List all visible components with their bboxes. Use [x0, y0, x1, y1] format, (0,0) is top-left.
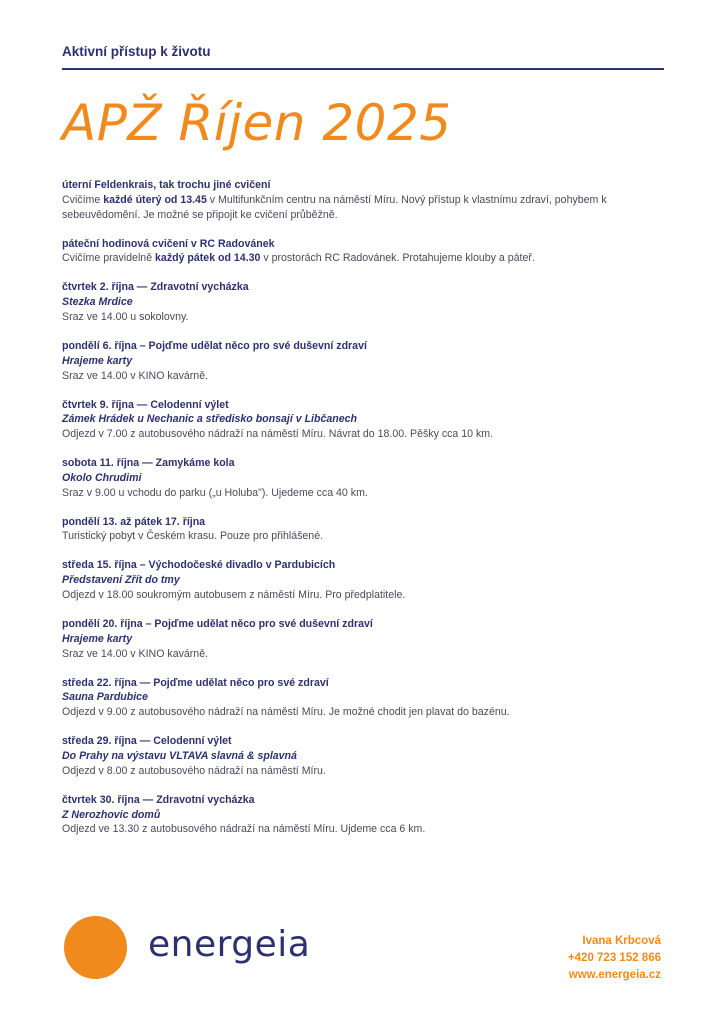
event-subtitle: Stezka Mrdice [62, 296, 133, 309]
event-heading: středa 29. října — Celodenní výlet [62, 735, 232, 748]
event-item [62, 178, 662, 222]
event-heading: středa 22. října — Pojďme udělat něco pro své zdraví [62, 676, 329, 689]
event-subtitle: Hrajeme karty [62, 354, 133, 367]
event-item [62, 676, 662, 720]
event-item [62, 398, 662, 442]
event-text: Sraz v 9.00 u vchodu do parku („u Holuba"). Ujedeme cca 40 km. [62, 486, 368, 499]
event-heading: čtvrtek 30. října — Zdravotní vycházka [62, 793, 255, 806]
event-heading: pondělí 13. až pátek 17. října [62, 515, 206, 528]
event-text: Odjezd v 8.00 z autobusového nádraží na náměstí Míru. [62, 764, 326, 777]
event-subtitle: Zámek Hrádek u Nechanic a středisko bonsají v Libčanech [62, 413, 357, 426]
event-time-highlight: každé úterý od 13.45 [103, 193, 207, 206]
event-item [62, 515, 662, 545]
event-text: Cvičíme každé úterý od 13.45 v Multifunkčním centru na náměstí Míru. Nový přístup k vlastnímu zdraví, pohybem k sebeuvědomění. Je možné se připojit ke cvičení průběžně. [62, 193, 607, 221]
event-subtitle: Okolo Chrudimi [62, 471, 142, 484]
event-list [62, 178, 662, 851]
event-heading: pondělí 20. října – Pojďme udělat něco pro své duševní zdraví [62, 618, 373, 631]
contact-name: Ivana Krbcová [582, 935, 661, 947]
contact-block [568, 933, 661, 984]
event-heading: středa 15. října – Východočeské divadlo v Pardubicích [62, 559, 336, 572]
contact-phone: +420 723 152 866 [567, 952, 661, 964]
header-divider [62, 68, 664, 70]
event-item [62, 237, 662, 267]
event-text: Odjezd ve 13.30 z autobusového nádraží na náměstí Míru. Ujdeme cca 6 km. [62, 823, 426, 836]
event-item [62, 558, 662, 602]
event-text: Sraz ve 14.00 v KINO kavárně. [62, 369, 209, 382]
event-heading: čtvrtek 2. října — Zdravotní vycházka [62, 281, 249, 294]
event-heading: pondělí 6. října – Pojďme udělat něco pro své duševní zdraví [62, 339, 367, 352]
event-time-highlight: každý pátek od 14.30 [155, 252, 261, 265]
event-text: Odjezd v 18.00 soukromým autobusem z náměstí Míru. Pro předplatitele. [62, 589, 406, 602]
event-item [62, 734, 662, 778]
event-text: Odjezd v 7.00 z autobusového nádraží na náměstí Míru. Návrat do 18.00. Pěšky cca 10 km. [62, 428, 494, 441]
logo-circle-icon [64, 916, 127, 979]
event-text: Cvičíme pravidelně každý pátek od 14.30 v prostorách RC Radovánek. Protahujeme klouby a páteř. [62, 252, 535, 265]
event-item [62, 617, 662, 661]
event-item [62, 456, 662, 500]
event-text: Sraz ve 14.00 u sokolovny. [62, 310, 189, 323]
event-heading: sobota 11. října — Zamykáme kola [62, 457, 235, 470]
event-heading: páteční hodinová cvičení v RC Radovánek [62, 237, 275, 250]
page-title: APŽ Říjen 2025 [62, 94, 452, 152]
header-title: Aktivní přístup k životu [62, 44, 211, 59]
event-subtitle: Sauna Pardubice [62, 691, 148, 704]
event-text: Sraz ve 14.00 v KINO kavárně. [62, 647, 209, 660]
event-heading: úterní Feldenkrais, tak trochu jiné cvičení [62, 179, 271, 191]
event-item [62, 793, 662, 837]
logo-wordmark: energeia [148, 924, 311, 965]
event-item [62, 280, 662, 324]
event-heading: čtvrtek 9. října — Celodenní výlet [62, 398, 229, 411]
event-text: Odjezd v 9.00 z autobusového nádraží na náměstí Míru. Je možné chodit jen plavat do bazénu. [62, 706, 510, 719]
event-text: Turistický pobyt v Českém krasu. Pouze pro přihlášené. [62, 530, 324, 543]
event-subtitle: Hrajeme karty [62, 632, 133, 645]
event-subtitle: Do Prahy na výstavu VLTAVA slavná & splavná [62, 749, 297, 762]
event-subtitle: Představení Zřít do tmy [62, 574, 180, 587]
contact-web-link[interactable]: www.energeia.cz [568, 969, 661, 981]
event-item [62, 339, 662, 383]
event-subtitle: Z Nerozhovic domů [62, 808, 161, 821]
